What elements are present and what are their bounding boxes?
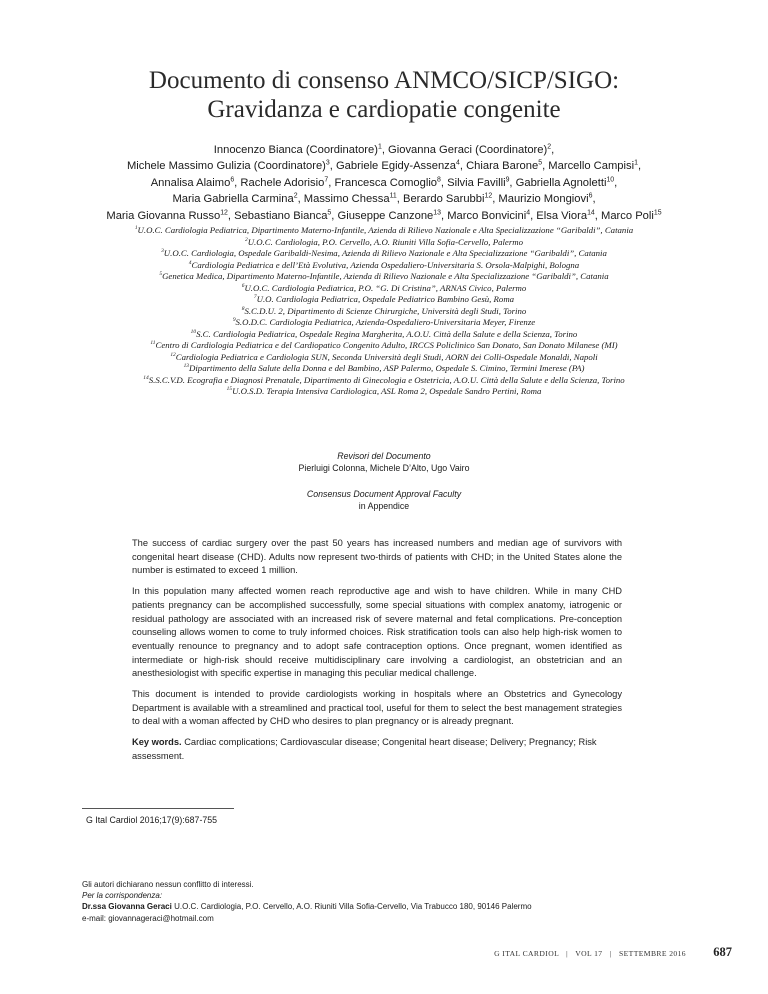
abstract-paragraph-1: The success of cardiac surgery over the past 50 years has increased numbers and median age of survivors with congenital heart disease (CHD). Adults now represent two-thirds of patients with CHD; in the United States alone the number is estimated to exceed 1 million. bbox=[132, 538, 622, 576]
author-name: Maria Gabriella Carmina bbox=[172, 193, 294, 206]
author-separator: , bbox=[234, 176, 241, 189]
footer-separator: | bbox=[566, 949, 569, 958]
affiliation-number: 15 bbox=[226, 386, 233, 393]
affiliation-number: 8 bbox=[241, 305, 245, 312]
author-separator: , bbox=[459, 160, 467, 173]
correspondence-address: U.O.C. Cardiologia, P.O. Cervello, A.O. Riuniti Villa Sofia-Cervello, Via Trabucco 180, 90146 Palermo bbox=[174, 902, 532, 912]
affiliation-number: 2 bbox=[244, 236, 248, 243]
author-name: Francesca Comoglio bbox=[334, 176, 438, 189]
author-separator: , bbox=[542, 160, 549, 173]
affiliation-line bbox=[10, 317, 758, 329]
author-line bbox=[20, 191, 748, 207]
author-line bbox=[20, 158, 748, 174]
correspondence-label: Per la corrispondenza: bbox=[82, 891, 163, 901]
affiliation-line bbox=[10, 375, 758, 387]
affiliation-text: S.O.D.C. Cardiologia Pediatrica, Azienda-Ospedaliero-Universitaria Meyer, Firenze bbox=[235, 317, 536, 327]
affiliation-text: U.O.C. Cardiologia Pediatrica, Dipartimento Materno-Infantile, Azienda di Rilievo Nazionale e Alta Specializzazione “Garibaldi”, Catania bbox=[137, 225, 634, 235]
affiliation-line bbox=[10, 363, 758, 375]
author-affiliation-marker: 8 bbox=[437, 176, 441, 184]
abstract-paragraph-3: This document is intended to provide cardiologists working in hospitals where an Obstetrics and Gynecology Department is available with a streamlined and practical tool, useful for them to select the best management strategies to deal with a woman affected by CHD who desires to plan pregnancy or is already pregnant. bbox=[132, 689, 622, 727]
affiliation-number: 10 bbox=[190, 328, 197, 335]
reviewers-names: Pierluigi Colonna, Michele D’Alto, Ugo Vairo bbox=[298, 463, 470, 473]
author-name: Maria Giovanna Russo bbox=[106, 209, 221, 222]
author-affiliation-marker: 1 bbox=[634, 159, 638, 167]
author-affiliation-marker: 6 bbox=[230, 176, 235, 184]
affiliation-line bbox=[10, 386, 758, 398]
author-name: Chiara Barone bbox=[466, 160, 539, 173]
author-name: Innocenzo Bianca (Coordinatore) bbox=[213, 144, 378, 156]
affiliation-text: S.S.C.V.D. Ecografia e Diagnosi Prenatale, Dipartimento di Ginecologia e Ostetricia, A.O.U. Città della Salute e della Scienza, Torino bbox=[148, 374, 625, 385]
author-name: Berardo Sarubbi bbox=[403, 193, 485, 206]
author-separator: , bbox=[509, 176, 516, 189]
affiliation-line bbox=[10, 237, 758, 249]
author-affiliation-marker: 14 bbox=[587, 208, 595, 216]
affiliation-number: 14 bbox=[143, 374, 149, 381]
affiliation-text: U.O.C. Cardiologia Pediatrica, P.O. “G. Di Cristina”, ARNAS Civico, Palermo bbox=[244, 282, 527, 293]
footer-journal: G ITAL CARDIOL bbox=[494, 949, 559, 958]
affiliation-line bbox=[10, 340, 758, 352]
affiliation-number: 3 bbox=[161, 248, 164, 255]
author-affiliation-marker: 12 bbox=[484, 192, 493, 200]
affiliation-number: 9 bbox=[232, 317, 236, 324]
running-footer bbox=[494, 949, 686, 958]
author-name: Gabriele Egidy-Assenza bbox=[335, 160, 456, 173]
correspondence-name: Dr.ssa Giovanna Geraci bbox=[82, 902, 172, 912]
affiliation-text: S.C.D.U. 2, Dipartimento di Scienze Chirurgiche, Università degli Studi, Torino bbox=[244, 305, 527, 316]
affiliation-line bbox=[10, 248, 758, 260]
author-affiliation-marker: 13 bbox=[433, 208, 442, 216]
author-line bbox=[20, 208, 748, 224]
author-name: Marcello Campisi bbox=[548, 160, 635, 173]
author-affiliation-marker: 3 bbox=[325, 159, 330, 167]
author-separator: , bbox=[530, 209, 537, 222]
author-affiliation-marker: 5 bbox=[327, 208, 332, 216]
author-affiliation-marker: 6 bbox=[588, 192, 593, 200]
author-affiliation-marker: 11 bbox=[389, 192, 397, 200]
author-separator: , bbox=[331, 209, 338, 222]
author-separator: , bbox=[227, 209, 235, 222]
author-separator: , bbox=[440, 176, 448, 189]
keywords-text: Cardiac complications; Cardiovascular disease; Congenital heart disease; Delivery; Pregnancy; Risk assessment. bbox=[132, 737, 597, 761]
citation: G Ital Cardiol 2016;17(9):687-755 bbox=[86, 815, 218, 825]
author-name: Maurizio Mongiovi bbox=[498, 193, 589, 206]
affiliation-number: 1 bbox=[134, 225, 138, 232]
author-line bbox=[20, 175, 748, 191]
author-separator: , bbox=[328, 176, 335, 189]
author-list bbox=[20, 142, 748, 224]
title-line-2: Gravidanza e cardiopatie congenite bbox=[207, 96, 561, 123]
author-name: Michele Massimo Gulizia (Coordinatore) bbox=[126, 160, 326, 173]
footnotes bbox=[82, 879, 682, 924]
title-line-1: Documento di consenso ANMCO/SICP/SIGO: bbox=[148, 67, 620, 94]
footer-month: SETTEMBRE 2016 bbox=[619, 949, 686, 958]
author-affiliation-marker: 10 bbox=[606, 176, 615, 184]
affiliation-number: 13 bbox=[183, 363, 189, 370]
author-name: Massimo Chessa bbox=[303, 193, 390, 206]
affiliation-text: U.O. Cardiologia Pediatrica, Ospedale Pediatrico Bambino Gesù, Roma bbox=[256, 294, 515, 304]
correspondence-line bbox=[82, 901, 682, 912]
affiliation-text: S.C. Cardiologia Pediatrica, Ospedale Regina Margherita, A.O.U. Città della Salute e della Scienza, Torino bbox=[196, 328, 578, 339]
affiliation-text: U.O.C. Cardiologia, Ospedale Garibaldi-Nesima, Azienda di Rilievo Nazionale e Alta Specializzazione “Garibaldi”, Catania bbox=[163, 248, 607, 258]
author-name: Giovanna Geraci (Coordinatore) bbox=[388, 144, 548, 156]
author-line bbox=[20, 142, 748, 158]
affiliation-text: Dipartimento della Salute della Donna e del Bambino, ASP Palermo, Ospedale S. Cimino, Termini Imerese (PA) bbox=[189, 363, 585, 373]
author-separator: , bbox=[492, 193, 499, 206]
faculty-label: Consensus Document Approval Faculty bbox=[306, 489, 462, 499]
author-name: Elsa Viora bbox=[536, 209, 588, 222]
author-name: Marco Bonvicini bbox=[447, 209, 527, 222]
affiliation-text: Cardiologia Pediatrica e Cardiologia SUN, Seconda Università degli Studi, AORN dei Colli-Ospedale Monaldi, Napoli bbox=[175, 351, 598, 362]
affiliation-number: 6 bbox=[241, 282, 245, 289]
affiliation-line bbox=[10, 352, 758, 364]
author-affiliation-marker: 4 bbox=[456, 159, 460, 167]
author-name: Marco Poli bbox=[601, 209, 654, 222]
abstract bbox=[132, 537, 622, 771]
abstract-paragraph-2: In this population many affected women reach reproductive age and wish to have children. While in many CHD patients pregnancy can be accomplished successfully, some special situations with complex anatomy, iatrogenic or residual pathology are associated with an increased risk of severe maternal and fetal complications. Pre-conception counseling allows women to come to truly informed choices. Risk stratification tools can also help high-risk women to eventually renounce to pregnancy and to adopt safe contraception options. Once pregnant, women identified as intermediate or high-risk should receive multidisciplinary care involving a cardiologist, an obstetrician and an anesthesiologist with specific expertise in managing this peculiar medical challenge. bbox=[132, 586, 622, 679]
author-affiliation-marker: 2 bbox=[547, 143, 552, 151]
footer-separator: | bbox=[609, 949, 612, 958]
author-separator: , bbox=[637, 160, 642, 173]
reviewers-block bbox=[0, 450, 768, 474]
citation-divider bbox=[82, 808, 234, 809]
affiliation-text: Genetica Medica, Dipartimento Materno-Infantile, Azienda di Rilievo Nazionale e Alta Specializzazione “Garibaldi”, Catania bbox=[162, 271, 609, 281]
affiliation-list bbox=[10, 225, 758, 398]
affiliation-text: Cardiologia Pediatrica e dell’Età Evolutiva, Azienda Ospedaliero-Universitaria S. Orsola-Malpighi, Bologna bbox=[191, 259, 580, 270]
author-name: Sebastiano Bianca bbox=[234, 209, 328, 222]
author-separator: , bbox=[614, 176, 618, 189]
affiliation-line bbox=[10, 283, 758, 295]
author-separator: , bbox=[396, 193, 403, 206]
reviewers-label: Revisori del Documento bbox=[337, 451, 431, 461]
author-affiliation-marker: 7 bbox=[324, 176, 329, 184]
correspondence-email: e-mail: giovannageraci@hotmail.com bbox=[82, 913, 214, 923]
author-name: Rachele Adorisio bbox=[240, 176, 325, 189]
author-name: Annalisa Alaimo bbox=[150, 176, 231, 189]
affiliation-number: 12 bbox=[170, 351, 176, 358]
author-affiliation-marker: 5 bbox=[538, 159, 543, 167]
author-name: Giuseppe Canzone bbox=[337, 209, 434, 222]
author-affiliation-marker: 12 bbox=[220, 208, 228, 216]
affiliation-text: U.O.C. Cardiologia, P.O. Cervello, A.O. Riuniti Villa Sofia-Cervello, Palermo bbox=[247, 236, 523, 247]
author-name: Silvia Favilli bbox=[447, 176, 506, 189]
affiliation-number: 11 bbox=[150, 340, 156, 347]
approval-faculty-block bbox=[0, 488, 768, 512]
author-separator: , bbox=[594, 209, 602, 222]
author-separator: , bbox=[297, 193, 304, 206]
author-affiliation-marker: 4 bbox=[526, 208, 531, 216]
affiliation-text: Centro di Cardiologia Pediatrica e del Cardiopatico Congenito Adulto, IRCCS Policlinico San Donato, San Donato Milanese (MI) bbox=[155, 340, 618, 350]
affiliation-line bbox=[10, 271, 758, 283]
author-separator: , bbox=[551, 144, 555, 156]
page-number: 687 bbox=[713, 945, 732, 959]
document-title bbox=[0, 66, 768, 124]
keywords-label: Key words. bbox=[132, 737, 182, 748]
author-separator: , bbox=[592, 193, 596, 206]
author-affiliation-marker: 1 bbox=[377, 143, 382, 151]
affiliation-text: U.O.S.D. Terapia Intensiva Cardiologica, ASL Roma 2, Ospedale Sandro Pertini, Roma bbox=[232, 386, 542, 396]
keywords bbox=[132, 736, 622, 763]
affiliation-line bbox=[10, 260, 758, 272]
affiliation-line bbox=[10, 294, 758, 306]
affiliation-number: 5 bbox=[159, 271, 163, 278]
affiliation-number: 4 bbox=[188, 259, 192, 266]
affiliation-line bbox=[10, 306, 758, 318]
author-name: Gabriella Agnoletti bbox=[515, 176, 607, 189]
affiliation-number: 7 bbox=[253, 294, 257, 301]
faculty-text: in Appendice bbox=[358, 501, 410, 511]
footer-volume: VOL 17 bbox=[575, 949, 603, 958]
author-separator: , bbox=[441, 209, 448, 222]
affiliation-line bbox=[10, 225, 758, 237]
conflict-statement: Gli autori dichiarano nessun conflitto di interessi. bbox=[82, 880, 254, 889]
author-affiliation-marker: 15 bbox=[653, 208, 662, 216]
author-affiliation-marker: 9 bbox=[505, 176, 510, 184]
affiliation-line bbox=[10, 329, 758, 341]
author-affiliation-marker: 2 bbox=[293, 192, 298, 200]
author-separator: , bbox=[329, 160, 336, 173]
author-separator: , bbox=[381, 144, 389, 156]
